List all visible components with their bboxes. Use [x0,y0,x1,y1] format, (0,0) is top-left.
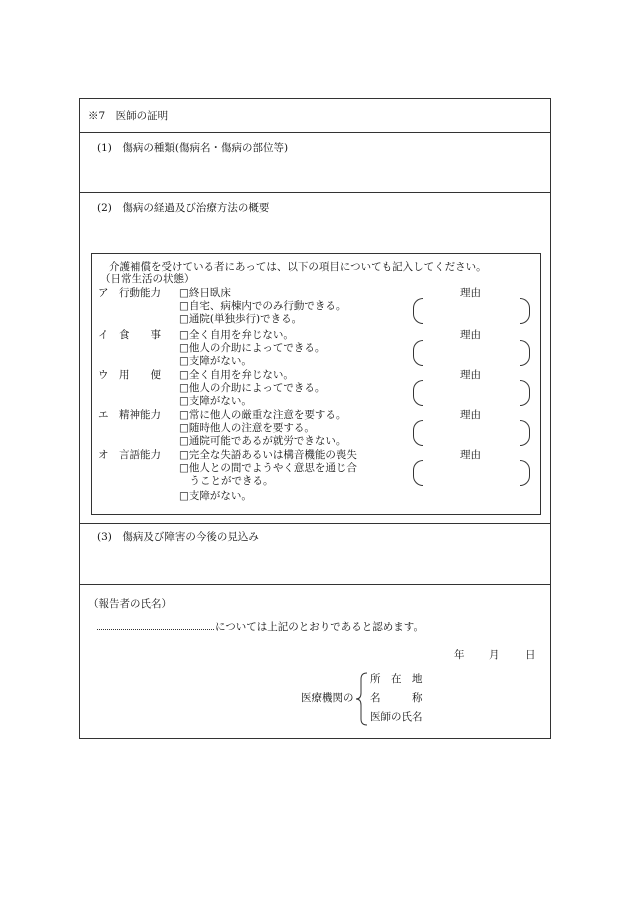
option-checkbox[interactable]: □支障がない。 [179,395,252,407]
reason-bracket-right [520,460,530,486]
daily-life-subtitle: （日常生活の状態） [100,273,195,285]
care-status-box [91,253,541,515]
option-checkbox[interactable]: □完全な失語あるいは構音機能の喪失 [179,449,357,461]
section-2-label: (2) 傷病の経過及び治療方法の概要 [97,202,270,214]
option-checkbox[interactable]: □通院可能であるが就労できない。 [179,435,347,447]
option-text-continuation: うことができる。 [179,475,274,487]
item-label-mental: エ 精神能力 [98,409,161,421]
option-checkbox[interactable]: □他人との間でようやく意思を通じ合 [179,462,357,474]
form-title: ※7 医師の証明 [88,110,169,122]
option-checkbox[interactable]: □通院(単独歩行)できる。 [179,313,303,325]
reason-bracket-right [520,340,530,366]
reason-bracket-left [413,420,423,446]
certification-statement: については上記のとおりであると認めます。 [215,621,424,633]
divider [80,523,550,524]
option-checkbox[interactable]: □常に他人の厳重な注意を要する。 [179,409,347,421]
field-doctor-name: 医師の氏名 [370,711,423,723]
option-checkbox[interactable]: □支障がない。 [179,355,252,367]
reporter-heading: （報告者の氏名） [88,598,172,610]
reason-label: 理由 [460,329,481,341]
date-month: 月 [489,649,500,661]
care-intro: 介護補償を受けている者にあっては、以下の項目についても記入してください。 [109,261,487,273]
reason-bracket-left [413,298,423,324]
doctor-certificate-form [79,98,551,739]
option-checkbox[interactable]: □随時他人の注意を要する。 [179,422,315,434]
item-label-mobility: ア 行動能力 [98,287,161,299]
reason-bracket-right [520,298,530,324]
option-checkbox[interactable]: □支障がない。 [179,490,252,502]
option-checkbox[interactable]: □終日臥床 [179,287,231,299]
medical-institution-label: 医療機関の [301,692,354,704]
field-name: 名 称 [370,692,423,704]
field-address: 所 在 地 [370,673,423,685]
reason-bracket-right [520,380,530,406]
divider [80,584,550,585]
reason-label: 理由 [460,369,481,381]
option-checkbox[interactable]: □自宅、病棟内でのみ行動できる。 [179,300,347,312]
divider [80,132,550,133]
item-label-eating: イ 食 事 [98,329,161,341]
item-label-toileting: ウ 用 便 [98,369,161,381]
date-day: 日 [525,649,536,661]
section-1-label: (1) 傷病の種類(傷病名・傷病の部位等) [97,142,289,154]
reason-label: 理由 [460,409,481,421]
reason-bracket-right [520,420,530,446]
reason-label: 理由 [460,287,481,299]
item-label-speech: オ 言語能力 [98,449,161,461]
option-checkbox[interactable]: □他人の介助によってできる。 [179,342,326,354]
reason-bracket-left [413,340,423,366]
divider [80,192,550,193]
reason-label: 理由 [460,449,481,461]
reason-bracket-left [413,460,423,486]
option-checkbox[interactable]: □全く自用を弁じない。 [179,329,294,341]
reporter-name-field[interactable] [97,629,214,630]
date-year: 年 [454,649,465,661]
option-checkbox[interactable]: □全く自用を弁じない。 [179,369,294,381]
brace-icon [355,671,369,727]
section-3-label: (3) 傷病及び障害の今後の見込み [97,531,259,543]
option-checkbox[interactable]: □他人の介助によってできる。 [179,382,326,394]
reason-bracket-left [413,380,423,406]
